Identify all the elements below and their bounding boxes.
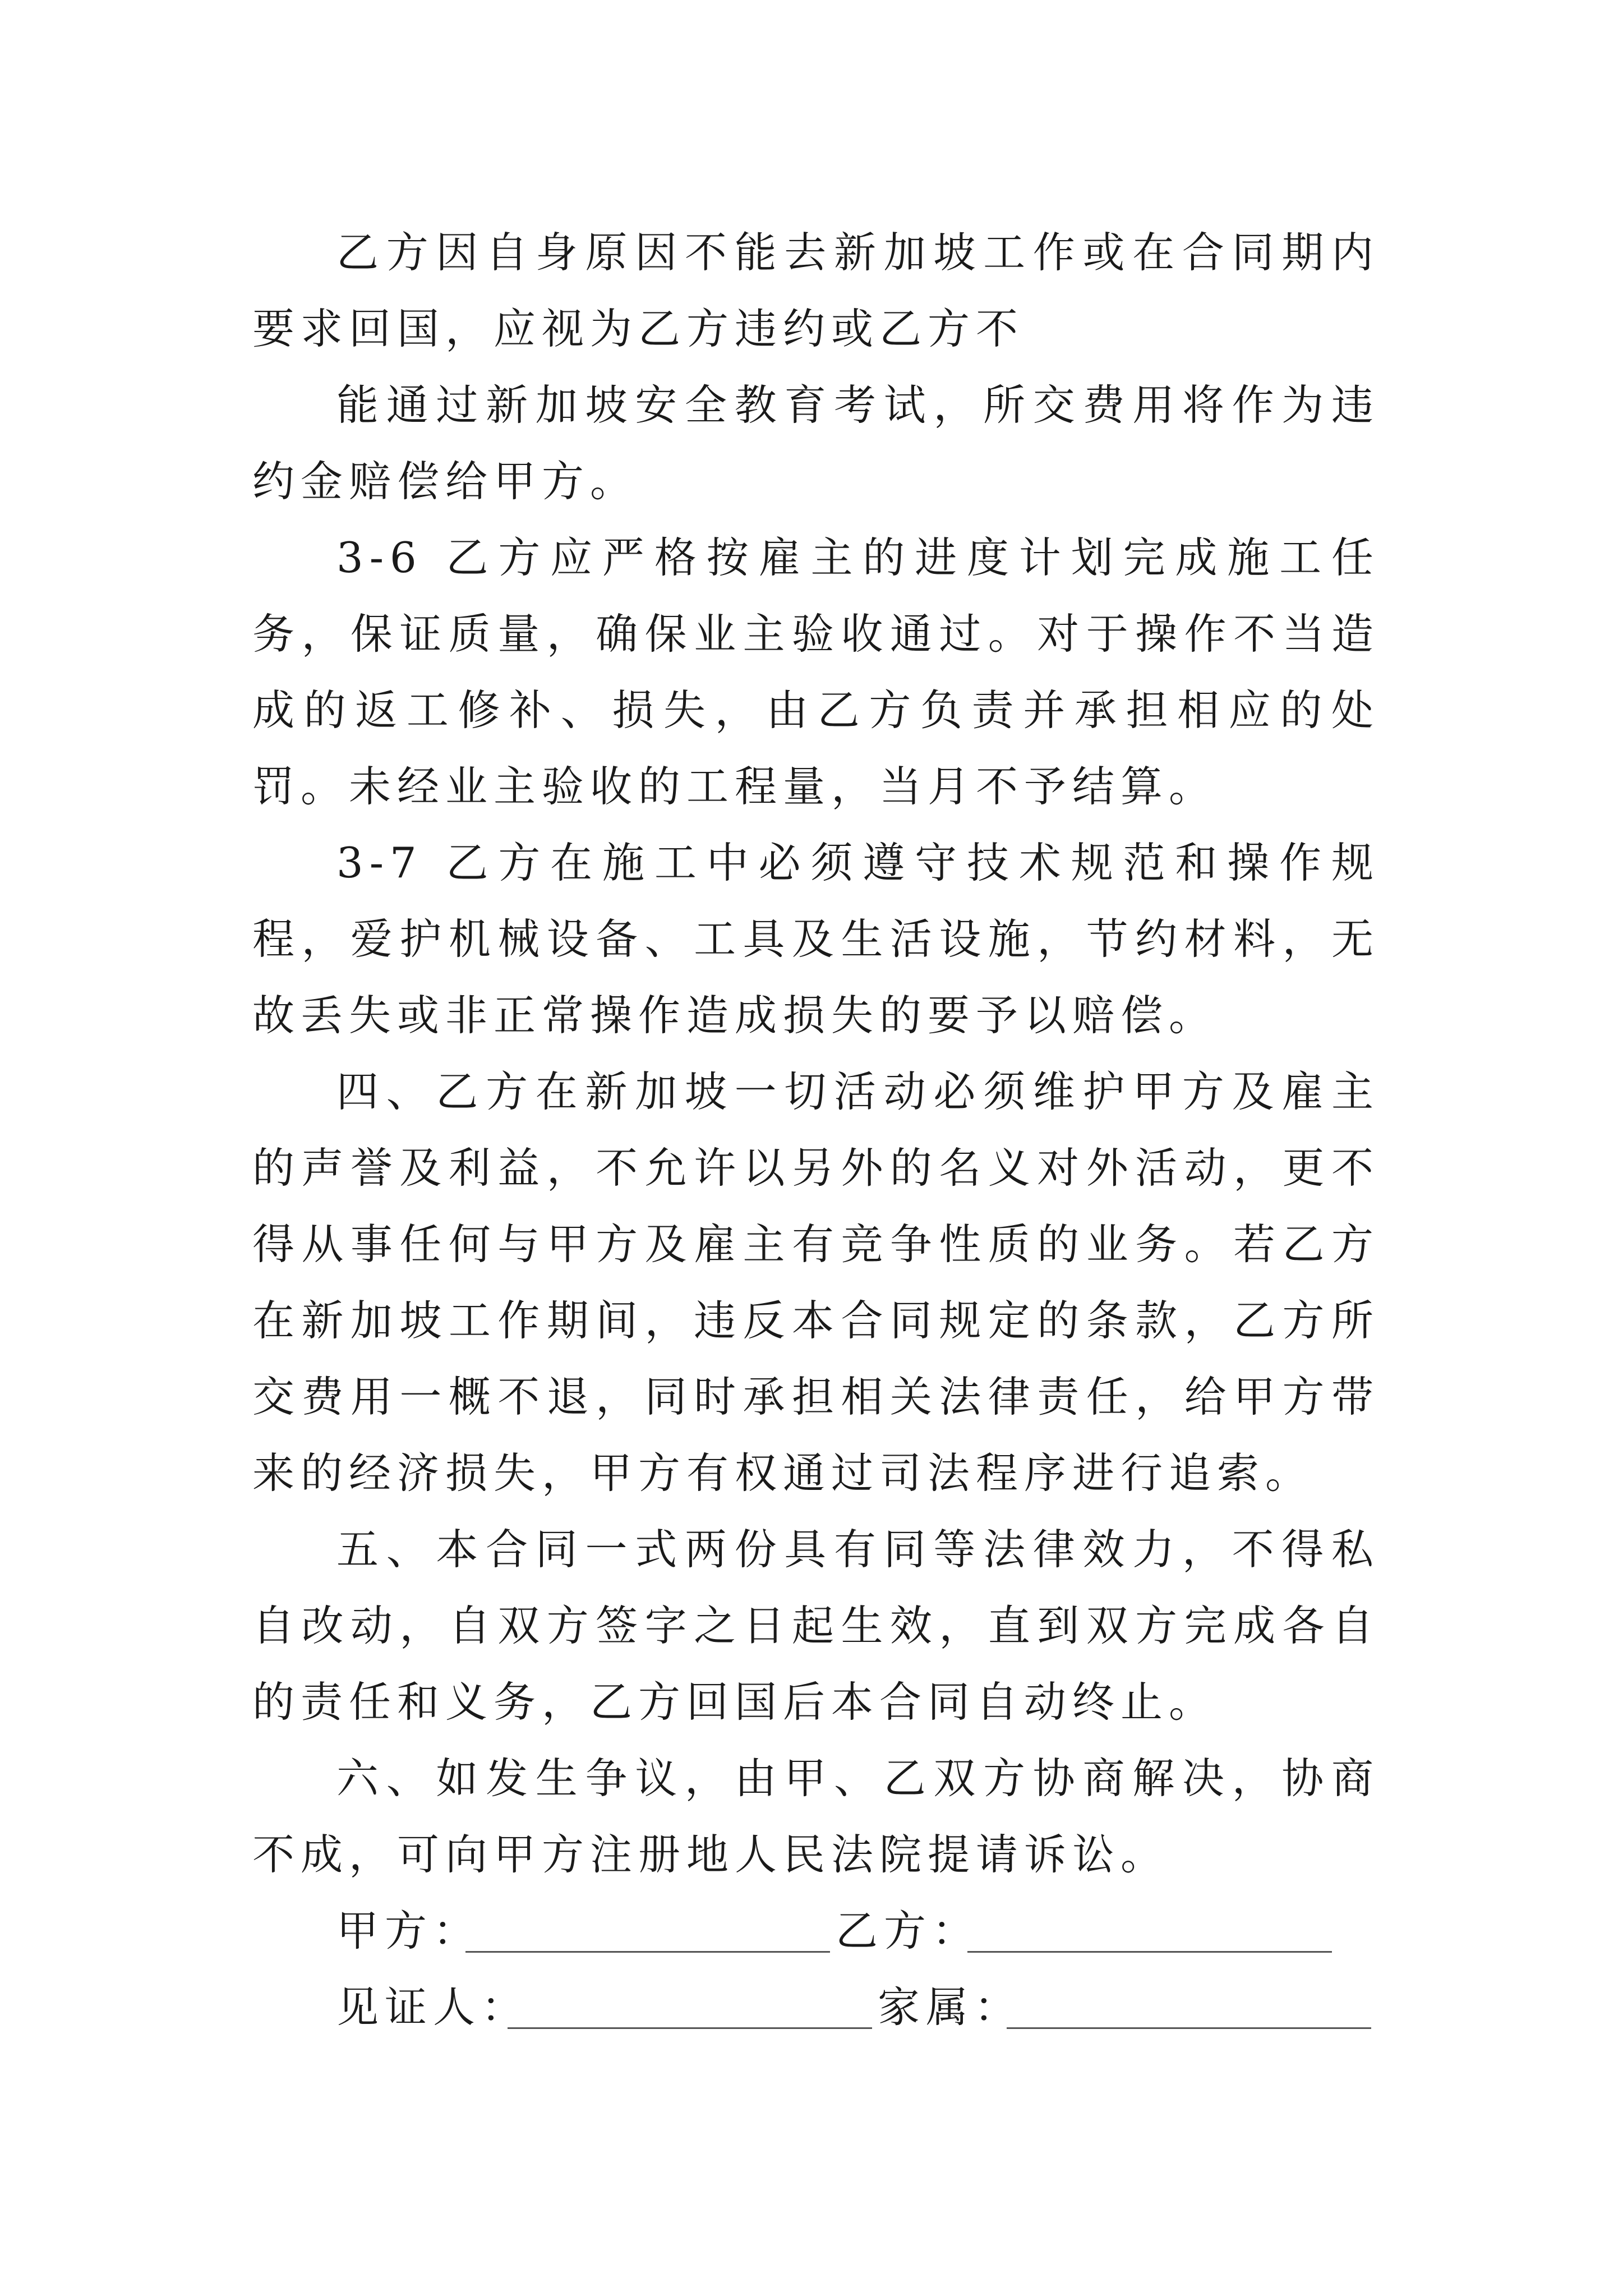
paragraph-clause-6: 六、如发生争议，由甲、乙双方协商解决，协商不成，可向甲方注册地人民法院提请诉讼。 bbox=[252, 1754, 1380, 1879]
paragraph-safety-exam: 能通过新加坡安全教育考试，所交费用将作为违约金赔偿给甲方。 bbox=[252, 380, 1380, 506]
paragraph-clause-3-7: 3-7 乙方在施工中必须遵守技术规范和操作规程，爱护机械设备、工具及生活设施，节约材料，无故丢失或非正常操作造成损失的要予以赔偿。 bbox=[252, 838, 1380, 1040]
paragraph-clause-3-6: 3-6 乙方应严格按雇主的进度计划完成施工任务，保证质量，确保业主验收通过。对于操作不当造成的返工修补、损失，由乙方负责并承担相应的处罚。未经业主验收的工程量，当月不予结算。 bbox=[252, 533, 1380, 811]
paragraph-clause-4: 四、乙方在新加坡一切活动必须维护甲方及雇主的声誉及利益，不允许以另外的名义对外活动，更不得从事任何与甲方及雇主有竞争性质的业务。若乙方在新加坡工作期间，违反本合同规定的条款，乙方所交费用一概不退，同时承担相关法律责任，给甲方带来的经济损失，甲方有权通过司法程序进行追索。 bbox=[252, 1067, 1380, 1498]
paragraph-breach-return: 乙方因自身原因不能去新加坡工作或在合同期内要求回国，应视为乙方违约或乙方不 bbox=[252, 228, 1380, 353]
party-a-label: 甲方： bbox=[336, 1906, 482, 1955]
party-b-signature-field[interactable] bbox=[967, 1951, 1332, 1953]
party-a-signature-field[interactable] bbox=[465, 1951, 830, 1953]
signature-row-parties bbox=[252, 1893, 1380, 1969]
party-b-label: 乙方： bbox=[836, 1906, 981, 1955]
paragraph-clause-5: 五、本合同一式两份具有同等法律效力，不得私自改动，自双方签字之日起生效，直到双方完成各自的责任和义务，乙方回国后本合同自动终止。 bbox=[252, 1525, 1380, 1727]
family-label: 家属： bbox=[878, 1982, 1023, 2032]
signature-row-witness bbox=[252, 1969, 1380, 2045]
family-signature-field[interactable] bbox=[1007, 2027, 1371, 2029]
witness-label: 见证人： bbox=[336, 1982, 530, 2032]
document-body bbox=[252, 214, 1380, 2045]
witness-signature-field[interactable] bbox=[508, 2027, 872, 2029]
